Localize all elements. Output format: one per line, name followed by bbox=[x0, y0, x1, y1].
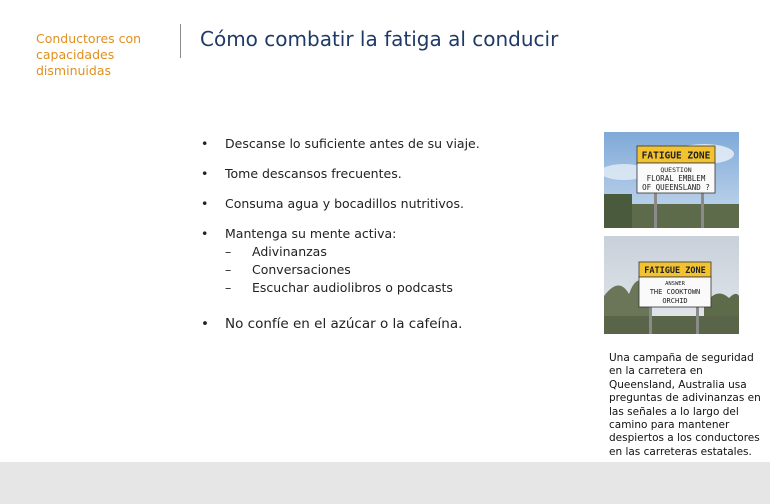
sub-item-text: Escuchar audiolibros o podcasts bbox=[252, 280, 453, 295]
bullet-item bbox=[200, 165, 590, 183]
sign-header: FATIGUE ZONE bbox=[644, 266, 706, 276]
bullet-text: Consuma agua y bocadillos nutritivos. bbox=[225, 196, 464, 211]
slide-title: Cómo combatir la fatiga al conducir bbox=[200, 27, 559, 51]
sub-item-text: Conversaciones bbox=[252, 262, 351, 277]
section-label: Conductores con capacidades disminuidas bbox=[36, 31, 142, 78]
bullet-text: Descanse lo suficiente antes de su viaje. bbox=[225, 136, 480, 151]
fatigue-zone-question-photo bbox=[604, 132, 739, 228]
bullet-item bbox=[200, 225, 590, 297]
sign-header: FATIGUE ZONE bbox=[641, 150, 711, 162]
bullet-item bbox=[200, 315, 590, 333]
header-divider bbox=[180, 24, 181, 58]
bullet-text: Tome descansos frecuentes. bbox=[225, 166, 402, 181]
bullet-dot: • bbox=[201, 196, 209, 211]
sub-dash: – bbox=[225, 244, 232, 259]
sign-line: FLORAL EMBLEM bbox=[646, 174, 706, 183]
sign-line: ANSWER bbox=[665, 281, 685, 287]
footer-band bbox=[0, 462, 770, 504]
sub-item bbox=[225, 261, 590, 279]
bullet-dot: • bbox=[201, 226, 209, 241]
sign-line: OF QUEENSLAND ? bbox=[642, 183, 710, 192]
sub-item-text: Adivinanzas bbox=[252, 244, 327, 259]
photo-caption: Una campaña de seguridad en la carretera en Queensland, Australia usa preguntas de adivinanzas en las señales a lo largo del camino para mantener despiertos a los conductores en las carreteras estatales. bbox=[609, 352, 761, 458]
bullet-text: No confíe en el azúcar o la cafeína. bbox=[225, 316, 463, 332]
sub-dash: – bbox=[225, 262, 232, 277]
bullet-list bbox=[200, 135, 590, 345]
sub-item bbox=[225, 279, 590, 297]
fatigue-zone-answer-photo bbox=[604, 236, 739, 334]
bullet-item bbox=[200, 135, 590, 153]
bullet-text: Mantenga su mente activa: bbox=[225, 226, 397, 241]
sign-line: THE COOKTOWN bbox=[649, 288, 701, 296]
bullet-dot: • bbox=[201, 136, 209, 151]
bullet-item bbox=[200, 195, 590, 213]
bullet-dot: • bbox=[201, 166, 209, 181]
sign-line: ORCHID bbox=[662, 297, 688, 305]
sub-item bbox=[225, 243, 590, 261]
sub-dash: – bbox=[225, 280, 232, 295]
bullet-dot: • bbox=[201, 316, 209, 332]
sign-line: QUESTION bbox=[660, 166, 692, 174]
sub-list bbox=[225, 243, 590, 297]
